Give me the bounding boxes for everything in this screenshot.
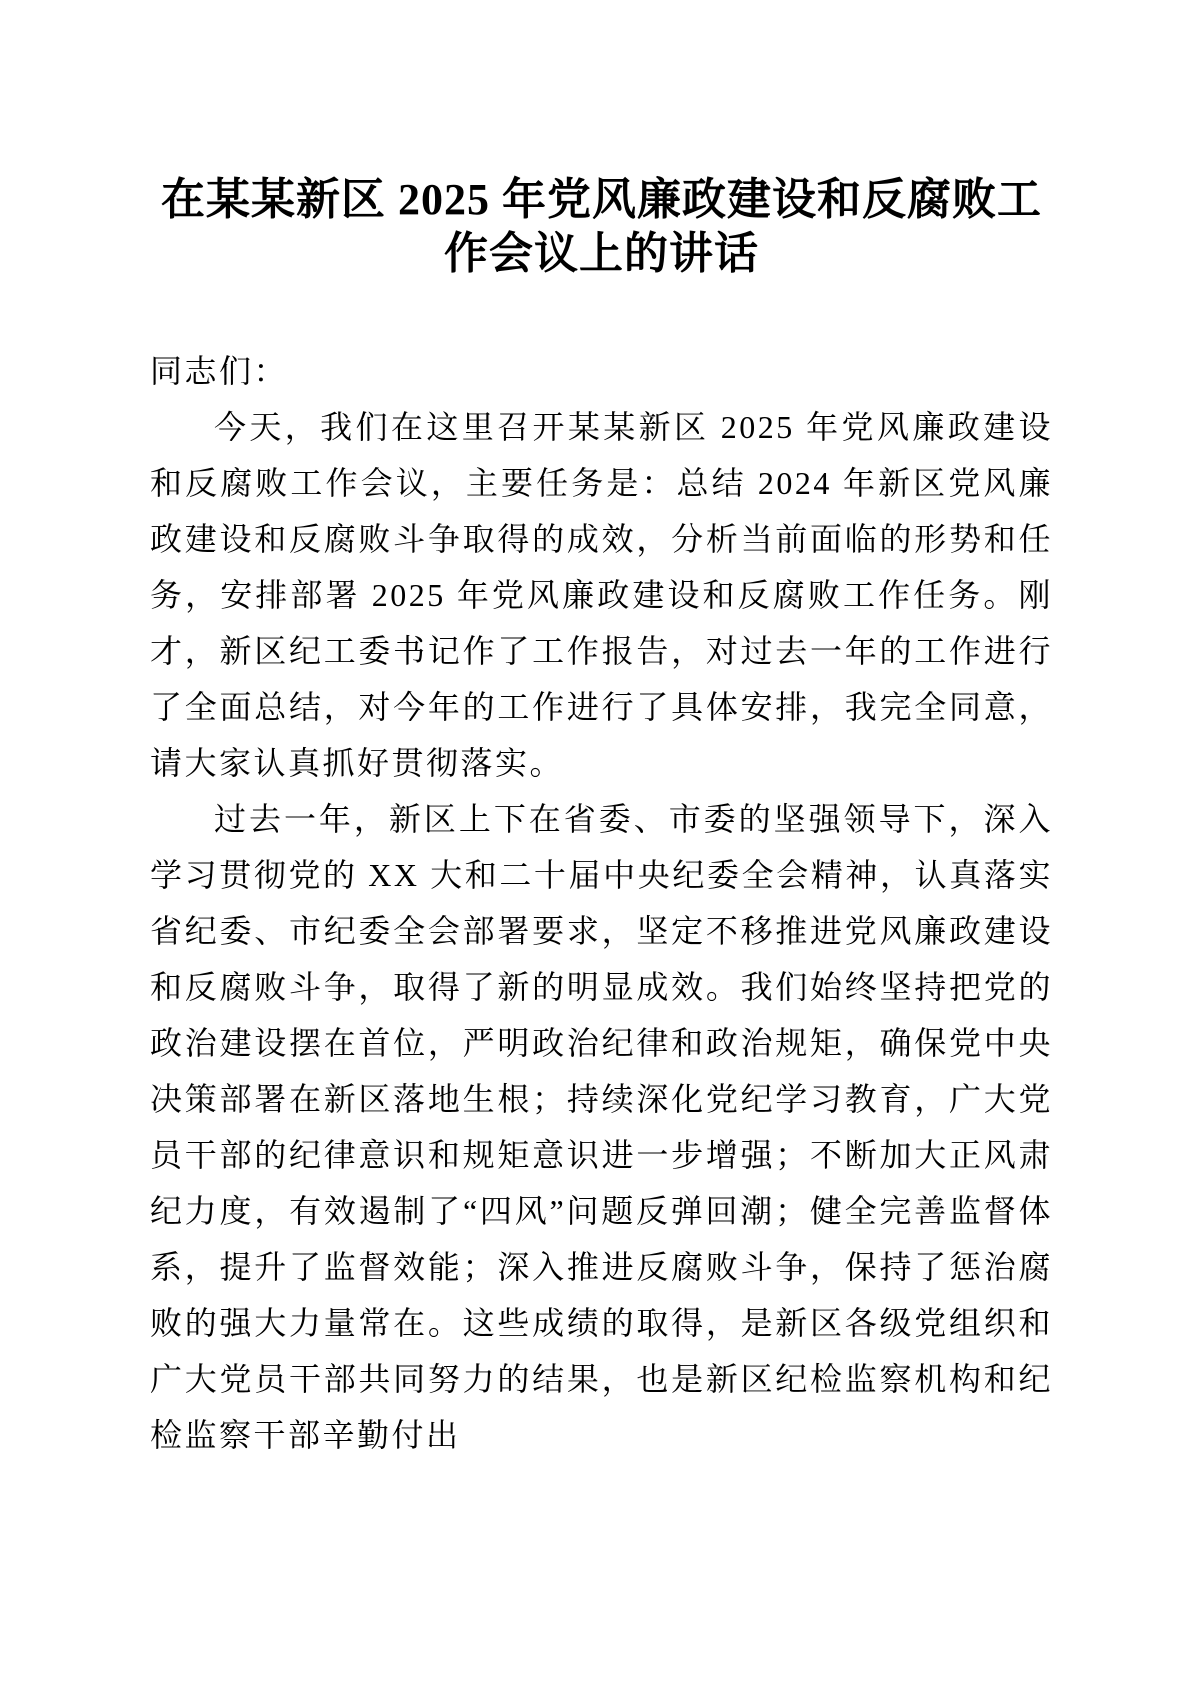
paragraph-1: 今天，我们在这里召开某某新区 2025 年党风廉政建设和反腐败工作会议，主要任务是：总结 2024 年新区党风廉政建设和反腐败斗争取得的成效，分析当前面临的形势和任务，安排部署 2025 年党风廉政建设和反腐败工作任务。刚才，新区纪工委书记作了工作报告，对过去一年的工作进行了全面总结，对今年的工作进行了具体安排，我完全同意，请大家认真抓好贯彻落实。 [150, 409, 1053, 781]
document-body [150, 343, 1053, 1463]
document-title: 在某某新区 2025 年党风廉政建设和反腐败工作会议上的讲话 [161, 175, 1042, 278]
paragraph-2: 过去一年，新区上下在省委、市委的坚强领导下，深入学习贯彻党的 XX 大和二十届中央纪委全会精神，认真落实省纪委、市纪委全会部署要求，坚定不移推进党风廉政建设和反腐败斗争，取得了新的明显成效。我们始终坚持把党的政治建设摆在首位，严明政治纪律和政治规矩，确保党中央决策部署在新区落地生根；持续深化党纪学习教育，广大党员干部的纪律意识和规矩意识进一步增强；不断加大正风肃纪力度，有效遏制了“四风”问题反弹回潮；健全完善监督体系，提升了监督效能；深入推进反腐败斗争，保持了惩治腐败的强大力量常在。这些成绩的取得，是新区各级党组织和广大党员干部共同努力的结果，也是新区纪检监察机构和纪检监察干部辛勤付出 [150, 801, 1053, 1453]
salutation-line: 同志们： [150, 353, 289, 389]
